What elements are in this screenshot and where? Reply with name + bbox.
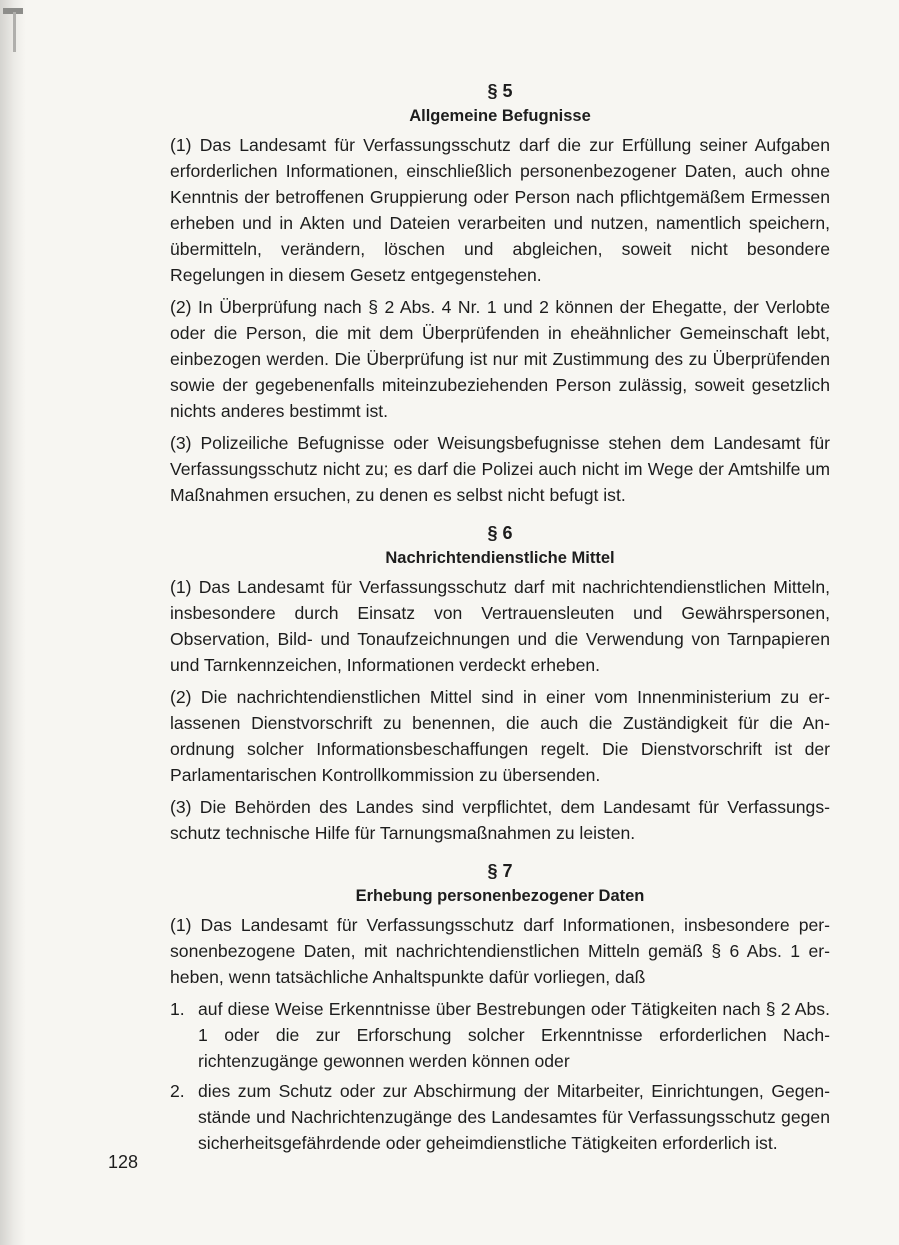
section-number: § 5 (487, 81, 513, 101)
list-item (170, 996, 830, 1074)
enumerated-list (170, 996, 830, 1156)
paragraph: (1) Das Landesamt für Verfassungsschutz darf mit nachrichtendienstlichen Mitteln, insbesondere durch Einsatz von Vertrauensleuten und Gewährspersonen, Observation, Bild- und Tonaufzeichnungen und die Verwendung von Tarnpapieren und Tarnkennzeichen, Informationen verdeckt erheben. (170, 577, 830, 675)
page-number: 128 (108, 1152, 139, 1172)
section-title: Nachrichtendienstliche Mittel (385, 549, 615, 567)
paragraph: (1) Das Landesamt für Verfassungsschutz darf Informationen, insbesondere personenbezogene Daten, mit nachrichtendienstlichen Mitteln gemäß § 6 Abs. 1 erheben, wenn tatsächliche Anhaltspunkte dafür vorliegen, daß (170, 915, 830, 987)
list-item-text: auf diese Weise Erkenntnisse über Bestrebungen oder Tätigkeiten nach § 2 Abs. 1 oder die zur Erforschung solcher Erkenntnisse erforderlichen Nachrichtenzugänge gewonnen werden können oder (198, 999, 830, 1071)
section-7 (170, 858, 830, 1156)
paragraph: (3) Die Behörden des Landes sind verpflichtet, dem Landesamt für Verfassungsschutz technische Hilfe für Tarnungsmaßnahmen zu leisten. (170, 797, 830, 843)
section-title: Erhebung personenbezogener Daten (355, 887, 645, 905)
list-item-text: dies zum Schutz oder zur Abschirmung der Mitarbeiter, Einrichtungen, Gegenstände und Nachrichtenzugänge des Landesamtes für Verfassungsschutz gegen sicherheitsgefährdende oder geheimdienstliche Tätigkeiten erforderlich ist. (198, 1081, 830, 1153)
list-item-number: 1. (170, 999, 185, 1019)
paragraph: (2) In Überprüfung nach § 2 Abs. 4 Nr. 1 und 2 können der Ehegatte, der Verlobte oder die Person, die mit dem Überprüfenden in eheähnlicher Gemeinschaft lebt, einbezogen werden. Die Überprüfung ist nur mit Zustimmung des zu Überprüfenden sowie der gegebenenfalls miteinzubeziehenden Person zulässig, soweit gesetzlich nichts anderes bestimmt ist. (170, 297, 830, 421)
list-item (170, 1078, 830, 1156)
section-6 (170, 520, 830, 846)
section-5 (170, 78, 830, 508)
binding-mark-vertical (13, 12, 16, 52)
page-binding-edge (0, 0, 26, 1245)
paragraph: (3) Polizeiliche Befugnisse oder Weisungsbefugnisse stehen dem Landesamt für Verfassungsschutz nicht zu; es darf die Polizei auch nicht im Wege der Amtshilfe um Maßnahmen ersuchen, zu denen es selbst nicht befugt ist. (170, 433, 830, 505)
paragraph: (2) Die nachrichtendienstlichen Mittel sind in einer vom Innenministerium zu erlassenen Dienstvorschrift zu benennen, die auch die Zuständigkeit für die Anordnung solcher Informationsbeschaffungen regelt. Die Dienstvorschrift ist der Parlamentarischen Kontrollkommission zu übersenden. (170, 687, 830, 785)
paragraph: (1) Das Landesamt für Verfassungsschutz darf die zur Erfüllung seiner Aufgaben erforderlichen Informationen, einschließlich personenbezogener Daten, auch ohne Kenntnis der betroffenen Gruppierung oder Person nach pflichtgemäßem Ermessen erheben und in Akten und Dateien verarbeiten und nutzen, namentlich speichern, übermitteln, verändern, löschen und abgleichen, soweit nicht besondere Regelungen in diesem Gesetz entgegenstehen. (170, 135, 830, 285)
document-body (170, 78, 830, 1160)
section-title: Allgemeine Befugnisse (409, 107, 591, 125)
section-number: § 7 (487, 861, 513, 881)
list-item-number: 2. (170, 1081, 185, 1101)
section-number: § 6 (487, 523, 513, 543)
